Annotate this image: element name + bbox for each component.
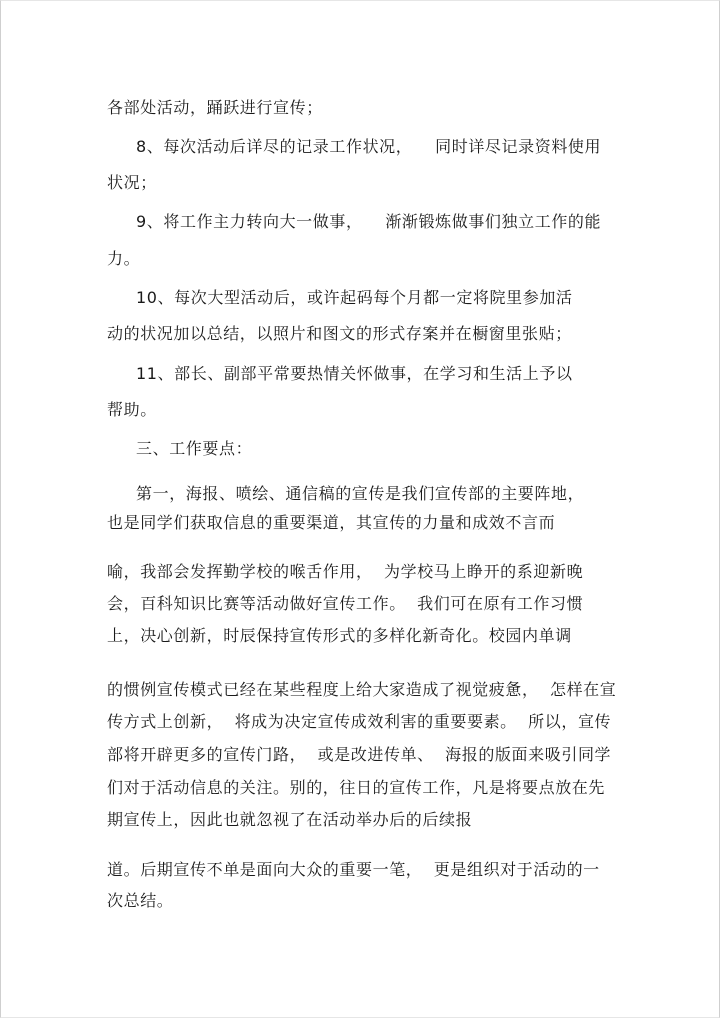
text-line: 们对于活动信息的关注。别的，往日的宣传工作，凡是将要点放在先	[107, 778, 606, 797]
text-line: 8、每次活动后详尽的记录工作状况， 同时详尽记录资料使用	[136, 137, 602, 156]
text-line: 各部处活动，踊跃进行宣传；	[107, 98, 323, 117]
text-line: 第一，海报、喷绘、通信稿的宣传是我们宣传部的主要阵地，	[136, 484, 585, 503]
text-line: 传方式上创新， 将成为决定宣传成效利害的重要要素。 所以，宣传	[107, 712, 612, 731]
text-line: 道。后期宣传不单是面向大众的重要一笔， 更是组织对于活动的一	[107, 860, 600, 879]
text-line: 也是同学们获取信息的重要渠道，其宣传的力量和成效不言而	[107, 513, 556, 532]
text-line: 力。	[107, 249, 141, 268]
text-line: 帮助。	[107, 400, 157, 419]
text-line: 状况；	[107, 173, 157, 192]
text-line: 上，决心创新，时辰保持宣传形式的多样化新奇化。校园内单调	[107, 626, 572, 645]
text-line: 的惯例宣传模式已经在某些程度上给大家造成了视觉疲惫， 怎样在宣	[107, 680, 617, 699]
text-line: 会，百科知识比赛等活动做好宣传工作。 我们可在原有工作习惯	[107, 594, 584, 613]
text-line: 喻，我部会发挥勤学校的喉舌作用， 为学校马上睁开的系迎新晚	[107, 562, 584, 581]
text-line: 动的状况加以总结，以照片和图文的形式存案并在橱窗里张贴；	[107, 324, 572, 343]
text-line: 9、将工作主力转向大一做事， 渐渐锻炼做事们独立工作的能	[136, 212, 602, 231]
text-line: 10、每次大型活动后，或许起码每个月都一定将院里参加活	[136, 288, 573, 307]
text-line: 部将开辟更多的宣传门路， 或是改进传单、 海报的版面来吸引同学	[107, 745, 612, 764]
section-heading: 三、工作要点：	[136, 439, 253, 458]
text-line: 期宣传上，因此也就忽视了在活动举办后的后续报	[107, 810, 473, 829]
text-line: 次总结。	[107, 891, 174, 910]
text-line: 11、部长、副部平常要热情关怀做事，在学习和生活上予以	[136, 364, 573, 383]
